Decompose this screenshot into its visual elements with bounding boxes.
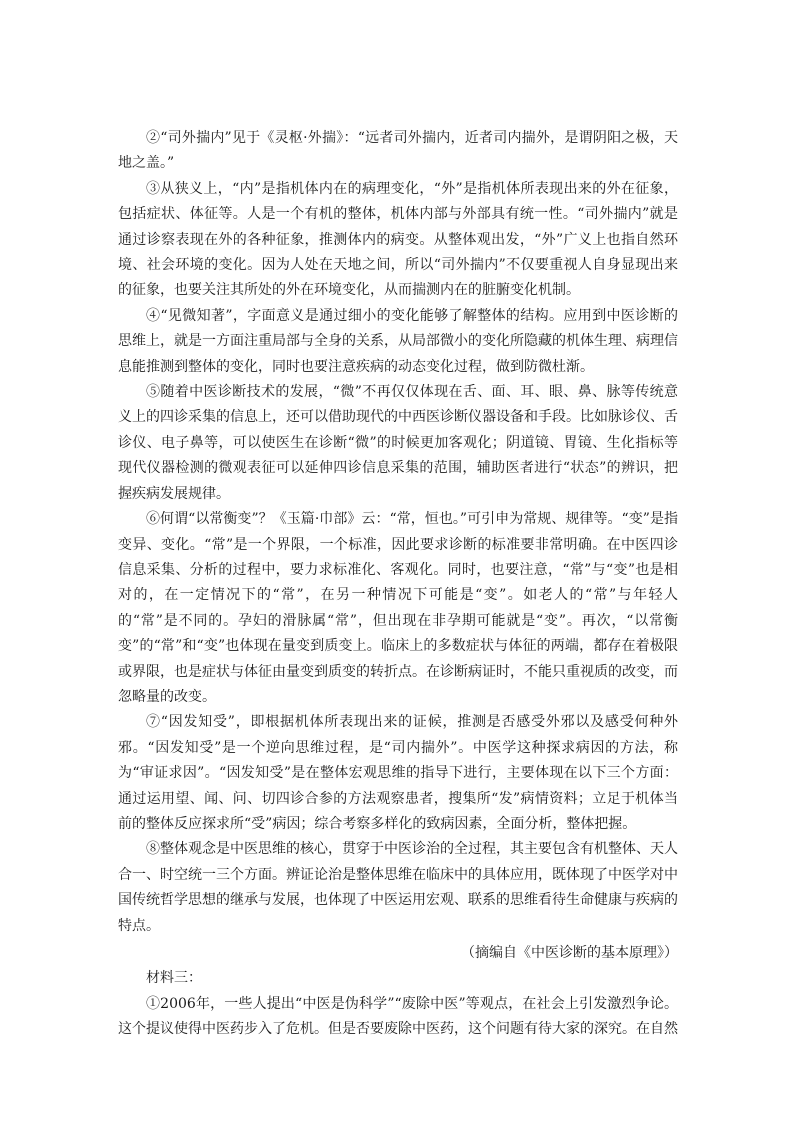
source-citation: （摘编自《中医诊断的基本原理》） <box>461 945 678 961</box>
paragraph-3: ③从狭义上，“内”是指机体内在的病理变化，“外”是指机体所表现出来的外在征象，包括症状、体征等。人是一个有机的整体，机体内部与外部具有统一性。“司外揣内”就是通过诊察表现在外的各种征象，推测体内的病变。从整体观出发，“外”广义上也指自然环境、社会环境的变化。因为人处在天地之间，所以“司外揣内”不仅要重视人自身显现出来的征象，也要关注其所处的外在环境变化，从而揣测内在的脏腑变化机制。 <box>118 180 678 299</box>
paragraph-8: ⑧整体观念是中医思维的核心，贯穿于中医诊治的全过程，其主要包含有机整体、天人合一、时空统一三个方面。辨证论治是整体思维在临床中的具体应用，既体现了中医学对中国传统哲学思想的继承与发展，也体现了中医运用宏观、联系的思维看待生命健康与疾病的特点。 <box>118 841 678 934</box>
paragraph-6: ⑥何谓“以常衡变”？《玉篇·巾部》云：“常，恒也。”可引申为常规、规律等。“变”是指变异、变化。“常”是一个界限，一个标准，因此要求诊断的标准要非常明确。在中医四诊信息采集、分析的过程中，要力求标准化、客观化。同时，也要注意，“常”与“变”也是相对的，在一定情况下的“常”，在另一种情况下可能是“变”。如老人的“常”与年轻人的“常”是不同的。孕妇的滑脉属“常”，但出现在非孕期可能就是“变”。再次，“以常衡变”的“常”和“变”也体现在量变到质变上。临床上的多数症状与体征的两端，都存在着极限或界限，也是症状与体征由量变到质变的转折点。在诊断病证时，不能只重视质的改变，而忽略量的改变。 <box>118 511 678 705</box>
paragraph-2: ②“司外揣内”见于《灵枢·外揣》：“远者司外揣内，近者司内揣外，是谓阴阳之极，天地之盖。” <box>118 130 678 172</box>
paragraph-4: ④“见微知著”，字面意义是通过细小的变化能够了解整体的结构。应用到中医诊断的思维上，就是一方面注重局部与全身的关系，从局部微小的变化所隐藏的机体生理、病理信息能推测到整体的变化，同时也要注意疾病的动态变化过程，做到防微杜渐。 <box>118 307 678 375</box>
material-3-paragraph-1: ①2006年，一些人提出“中医是伪科学”“废除中医”等观点，在社会上引发激烈争论。这个提议使得中医药步入了危机。但是否要废除中医药，这个问题有待大家的深究。在自然 <box>118 995 678 1038</box>
paragraph-7: ⑦“因发知受”，即根据机体所表现出来的证候，推测是否感受外邪以及感受何种外邪。“因发知受”是一个逆向思维过程，是“司内揣外”。中医学这种探求病因的方法，称为“审证求因”。“因发知受”是在整体宏观思维的指导下进行，主要体现在以下三个方面：通过运用望、闻、问、切四诊合参的方法观察患者，搜集所“发”病情资料；立足于机体当前的整体反应探求所“受”病因；综合考察多样化的致病因素，全面分析，整体把握。 <box>118 714 678 832</box>
paragraph-5: ⑤随着中医诊断技术的发展，“微”不再仅仅体现在舌、面、耳、眼、鼻、脉等传统意义上的四诊采集的信息上，还可以借助现代的中西医诊断仪器设备和手段。比如脉诊仪、舌诊仪、电子鼻等，可以使医生在诊断“微”的时候更加客观化；阴道镜、胃镜、生化指标等现代仪器检测的微观表征可以延伸四诊信息采集的范围，辅助医者进行“状态”的辨识，把握疾病发展规律。 <box>118 384 678 502</box>
document-page <box>118 126 678 1043</box>
section-label-material-3: 材料三： <box>146 970 202 987</box>
